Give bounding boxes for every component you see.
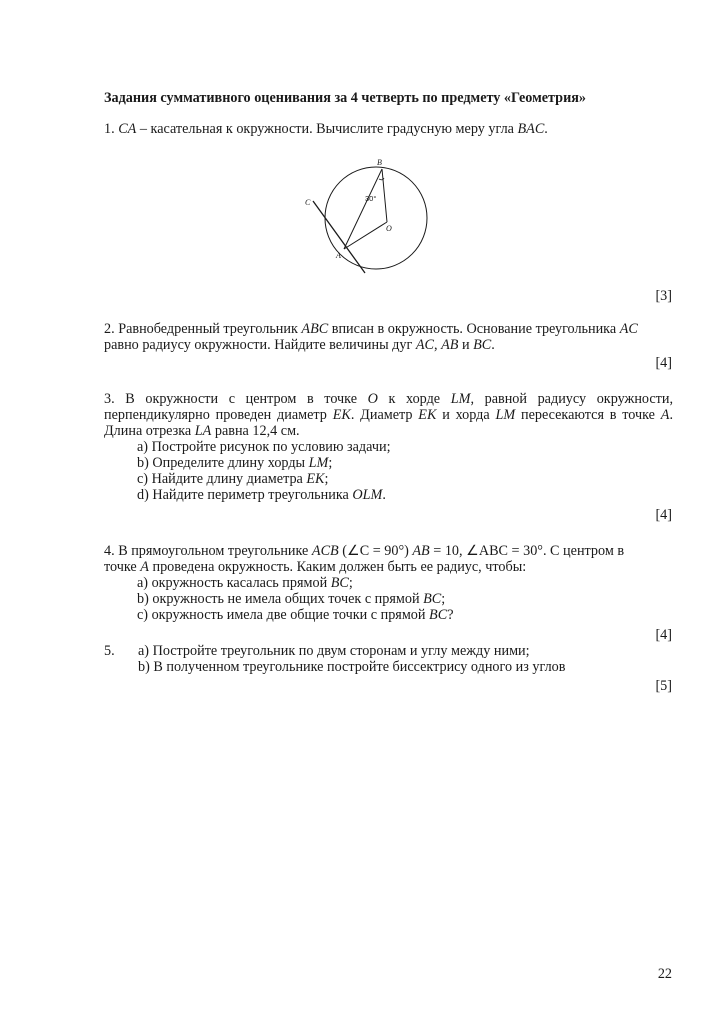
task3-line1-c: , равной радиусу окружности, xyxy=(470,391,673,407)
task3-item-d-var: OLM xyxy=(352,487,383,503)
task3-line1 xyxy=(104,391,673,407)
task3-line2-b: . Диаметр xyxy=(350,407,419,423)
task3-lm: LM xyxy=(450,391,471,407)
task4-item-a xyxy=(137,575,353,591)
task1-text xyxy=(104,121,548,137)
task3-ek: EK xyxy=(332,407,351,423)
figure-tangent-line xyxy=(313,201,365,273)
task3-item-c xyxy=(137,471,328,487)
task4-item-a-post: ; xyxy=(348,575,353,591)
task3-o: O xyxy=(367,391,378,407)
task2-line2 xyxy=(104,337,495,353)
task4-item-c-text: c) окружность имела две общие точки с прямой xyxy=(137,607,430,623)
task3-lm2: LM xyxy=(495,407,516,423)
task3-line3-a: Длина отрезка xyxy=(104,423,195,439)
task4-a: A xyxy=(140,559,149,575)
task1-text-a: 1. xyxy=(104,121,119,137)
task5-item-b: b) В полученном треугольнике постройте биссектрису одного из углов xyxy=(138,659,566,675)
task3-la: LA xyxy=(194,423,212,439)
task4-item-b-post: ; xyxy=(441,591,446,607)
task2-score: [4] xyxy=(655,355,672,371)
task4-item-b-text: b) окружность не имела общих точек с прямой xyxy=(137,591,424,607)
task3-item-c-var: EK xyxy=(306,471,325,487)
task3-item-d-post: . xyxy=(382,487,386,503)
task3-a: A xyxy=(660,407,670,423)
page-number: 22 xyxy=(657,966,672,982)
task4-item-a-var: BC xyxy=(330,575,349,591)
task2-bc: BC xyxy=(473,337,492,353)
task4-line2-a: точке xyxy=(104,559,141,575)
task3-line2 xyxy=(104,407,673,423)
task2-dot: . xyxy=(491,337,495,353)
task5-number: 5. xyxy=(104,643,115,659)
task5-item-a: a) Постройте треугольник по двум сторонам и углу между ними; xyxy=(138,643,530,659)
task4-line1-b: (∠C = 90°) xyxy=(338,543,413,559)
task4-line1-c: = 10, ∠ABC = 30°. С центром в xyxy=(429,543,625,559)
task2-ac: AC xyxy=(619,321,638,337)
task3-line3-b: равна 12,4 см. xyxy=(211,423,300,439)
figure-label-a: A xyxy=(336,251,341,260)
task2-and: и xyxy=(458,337,474,353)
task3-line2-c: и хорда xyxy=(436,407,496,423)
task3-line3 xyxy=(104,423,300,439)
figure-label-b: B xyxy=(377,158,382,167)
task4-acb: ACB xyxy=(311,543,339,559)
task3-line2-e: . xyxy=(669,407,673,423)
task4-item-a-text: a) окружность касалась прямой xyxy=(137,575,331,591)
task4-score: [4] xyxy=(655,627,672,643)
task4-item-b xyxy=(137,591,445,607)
figure-label-o: O xyxy=(386,224,392,233)
task1-text-b: – касательная к окружности. Вычислите градусную меру угла xyxy=(136,121,518,137)
task4-item-c-var: BC xyxy=(429,607,448,623)
figure-angle-label: 30° xyxy=(365,194,377,203)
task3-item-d-text: d) Найдите периметр треугольника xyxy=(137,487,353,503)
task3-item-b xyxy=(137,455,332,471)
task3-item-c-text: c) Найдите длину диаметра xyxy=(137,471,307,487)
task3-item-a-text: a) Постройте рисунок по условию задачи; xyxy=(137,439,391,455)
task3-item-b-var: LM xyxy=(308,455,329,471)
task1-text-c: . xyxy=(544,121,548,137)
task4-item-c xyxy=(137,607,454,623)
task5-score: [5] xyxy=(655,678,672,694)
task2-ab: AB xyxy=(441,337,459,353)
task2-line2-a: равно радиусу окружности. Найдите величины дуг xyxy=(104,337,416,353)
task2-ac2: AC xyxy=(415,337,434,353)
task3-item-d xyxy=(137,487,386,503)
task3-item-c-post: ; xyxy=(324,471,329,487)
task2-abc: ABC xyxy=(301,321,329,337)
figure-radius-ob xyxy=(382,169,387,222)
task4-line1-a: 4. В прямоугольном треугольнике xyxy=(104,543,312,559)
task4-ab: AB xyxy=(412,543,430,559)
task4-item-c-post: ? xyxy=(447,607,454,623)
task4-line2 xyxy=(104,559,526,575)
task2-comma: , xyxy=(434,337,442,353)
task3-item-b-text: b) Определите длину хорды xyxy=(137,455,309,471)
task3-line1-b: к хорде xyxy=(377,391,451,407)
task3-score: [4] xyxy=(655,507,672,523)
task4-line1 xyxy=(104,543,624,559)
task1-ca: CA xyxy=(118,121,137,137)
task2-line1-a: 2. Равнобедренный треугольник xyxy=(104,321,302,337)
task2-line1-b: вписан в окружность. Основание треугольника xyxy=(328,321,620,337)
task4-item-b-var: BC xyxy=(423,591,442,607)
task1-figure xyxy=(296,156,446,276)
task2-line1 xyxy=(104,321,638,337)
task1-bac: BAC xyxy=(517,121,545,137)
task3-line1-a: 3. В окружности с центром в точке xyxy=(104,391,368,407)
figure-label-c: C xyxy=(305,198,311,207)
task3-item-a xyxy=(137,439,391,455)
task3-line2-d: пересекаются в точке xyxy=(515,407,661,423)
task4-line2-b: проведена окружность. Каким должен быть ее радиус, чтобы: xyxy=(148,559,527,575)
task3-ek2: EK xyxy=(418,407,437,423)
task3-item-b-post: ; xyxy=(328,455,333,471)
page-title: Задания суммативного оценивания за 4 четверть по предмету «Геометрия» xyxy=(104,90,587,106)
task1-score: [3] xyxy=(655,288,672,304)
task3-line2-a: перпендикулярно проведен диаметр xyxy=(104,407,333,423)
